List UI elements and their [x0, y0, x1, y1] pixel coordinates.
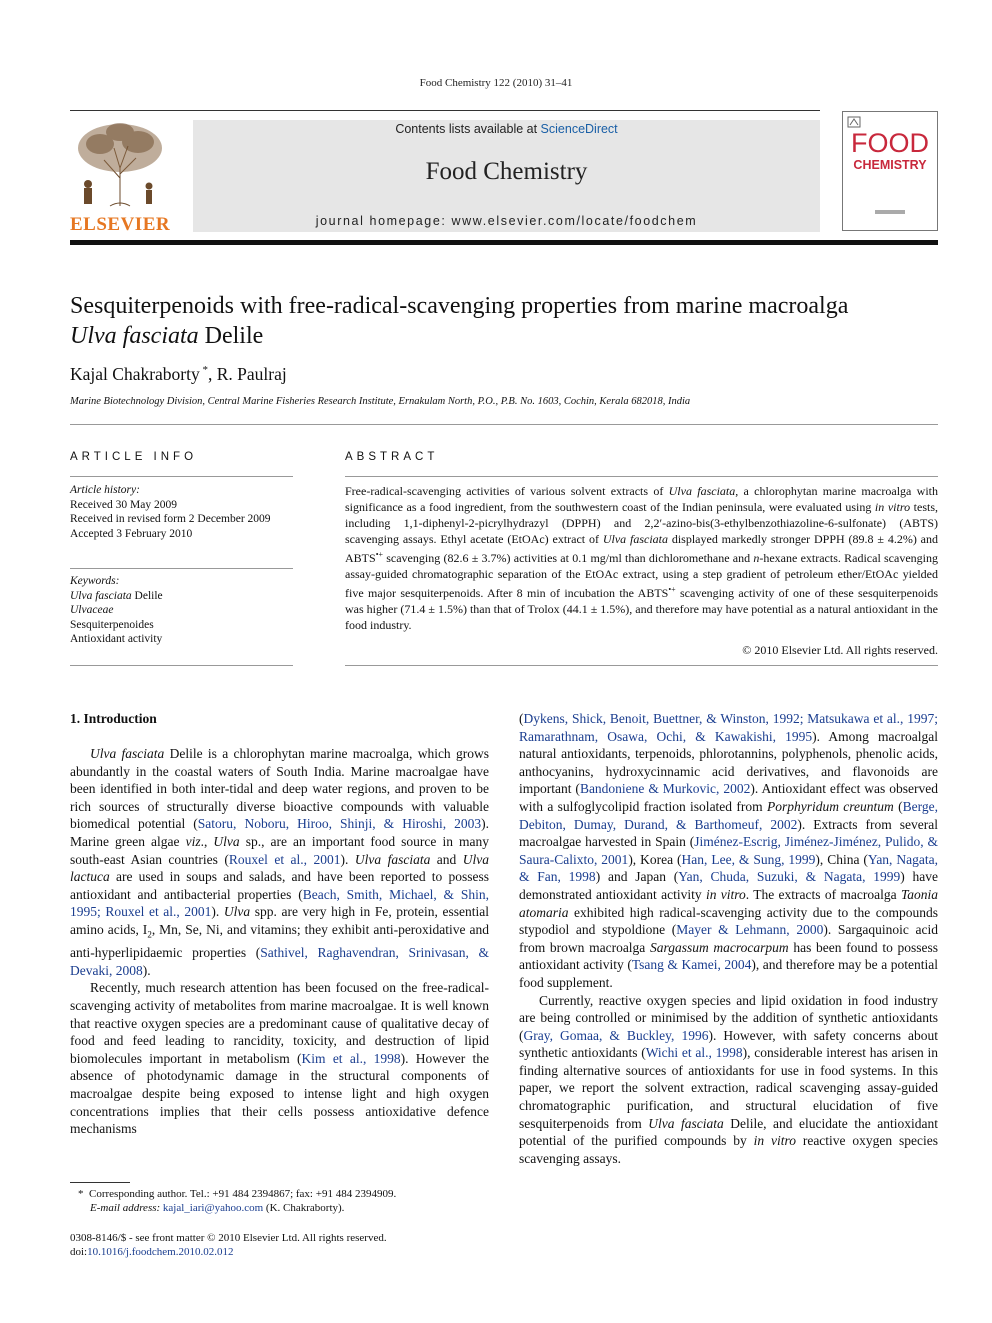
footnote-rule	[70, 1182, 130, 1183]
title-line1: Sesquiterpenoids with free-radical-scavenging properties from marine macroalga	[70, 293, 849, 319]
email-link[interactable]: kajal_iari@yahoo.com	[162, 1202, 264, 1214]
keyword-1-rest: Delile	[131, 589, 163, 602]
info-bottom-rule	[70, 665, 293, 666]
history-label: Article history:	[70, 484, 140, 496]
article-title	[70, 291, 940, 351]
abstract-text: Free-radical-scavenging activities of various solvent extracts of Ulva fasciata, a chlorophytan marine macroalga with significance as a food ingredient, from the southwestern coast of the Indian peninsula, were evaluated using in vitro tests, including 1,1-diphenyl-2-picrylhydrazyl (DPPH) and 2,2′-azino-bis(3-ethylbenzothiazoline-6-sulfonate) (ABTS) scavenging assays. Ethyl acetate (EtOAc) extract of Ulva fasciata displayed markedly stronger DPPH (89.8 ± 4.2%) and ABTS•+ scavenging (82.6 ± 3.7%) activities at 0.1 mg/ml than dichloromethane and n-hexane extracts. Radical scavenging assay-guided chromatographic separation of the EtOAc extract, using a step gradient of petroleum ether/EtOAc yielded five major sesquiterpenoids. After 8 min of incubation the ABTS•+ scavenging activity of one of these sesquiterpenoids was higher (71.4 ± 1.5%) than that of Trolox (44.1 ± 1.5%), and therefore may have potential as a natural antioxidant in the food industry.	[345, 484, 939, 632]
elsevier-wordmark: ELSEVIER	[70, 214, 171, 235]
keyword-2: Ulvaceae	[70, 604, 114, 616]
intro-paragraph-2: Recently, much research attention has been focused on the free-radical-scavenging activity of metabolites from marine macroalgae. It is well known that reactive oxygen species are a predominant cause of qualitative decay of food and feed leading to rancidity, toxicity, and destruction of lipid biomolecules important in metabolism (Kim et al., 1998). However the absence of photodynamic damage in the structural components of macroalgae despite being exposed to intense light and high oxygen concentrations implies that their cells possess antioxidative defence mechanisms	[70, 980, 489, 1137]
journal-reference: Food Chemistry 122 (2010) 31–41	[419, 77, 573, 89]
sciencedirect-link[interactable]: ScienceDirect	[540, 122, 618, 136]
footnote-mark: *	[78, 1188, 84, 1200]
abstract-rule	[345, 476, 938, 477]
article-info-rule	[70, 476, 293, 477]
introduction-heading: 1. Introduction	[70, 711, 157, 726]
issn-line: 0308-8146/$ - see front matter © 2010 Elsevier Ltd. All rights reserved.	[70, 1232, 387, 1244]
intro-right-column	[519, 710, 938, 1167]
keyword-4: Antioxidant activity	[70, 633, 163, 645]
keywords-label: Keywords:	[70, 575, 120, 587]
elsevier-logo[interactable]	[70, 118, 188, 236]
journal-cover[interactable]	[842, 111, 938, 231]
keyword-1-species: Ulva fasciata	[70, 589, 132, 602]
header-rule	[70, 110, 820, 111]
corresponding-footnote	[78, 1187, 498, 1215]
abstract-heading: ABSTRACT	[345, 451, 439, 463]
header-thick-rule	[70, 240, 938, 245]
title-end: Delile	[198, 323, 264, 349]
contents-prefix: Contents lists available at	[395, 122, 541, 136]
journal-banner	[193, 120, 820, 232]
intro-paragraph-2-cont: (Dykens, Shick, Benoit, Buettner, & Winston, 1992; Matsukawa et al., 1997; Ramarathnam, Osawa, Ochi, & Kawakishi, 1995). Among macroalgal natural antioxidants, terpenoids, phlorotannins, polyphenols, phenolic acids, anthocyanins, hydroxycinnamic acid derivatives, and flavonoids are important (Bandoniene & Murkovic, 2002). Antioxidant effect was observed with a sulfoglycolipid fraction isolated from Porphyridum creuntum (Berge, Debiton, Dumay, Durand, & Barthomeuf, 2002). Extracts from several macroalgae harvested in Spain (Jiménez-Escrig, Jiménez-Jiménez, Pulido, & Saura-Calixto, 2001), Korea (Han, Lee, & Sung, 1999), China (Yan, Nagata, & Fan, 1998) and Japan (Yan, Chuda, Suzuki, & Nagata, 1999) have demonstrated antioxidant activity in vitro. The extracts of macroalga Taonia atomaria exhibited high radical-scavenging activity due to the compounds stypodiol and stypoldione (Mayer & Lehmann, 2000). Sargaquinoic acid from brown macroalga Sargassum macrocarpum has been found to possess antioxidant activity (Tsang & Kamei, 2004), and therefore may be a potential food supplement.	[519, 711, 939, 990]
abstract-bottom-rule	[345, 665, 938, 666]
corresponding-contact: Corresponding author. Tel.: +91 484 2394867; fax: +91 484 2394909.	[89, 1188, 397, 1200]
abstract-copyright: © 2010 Elsevier Ltd. All rights reserved.	[742, 643, 938, 657]
keyword-3: Sesquiterpenoides	[70, 618, 154, 631]
cover-publisher-mark	[875, 210, 905, 214]
keywords	[70, 574, 293, 647]
date-revised: Received in revised form 2 December 2009	[70, 513, 271, 525]
email-label: E-mail address:	[90, 1202, 163, 1214]
author-2[interactable]: , R. Paulraj	[208, 364, 287, 384]
author-1[interactable]: Kajal Chakraborty	[70, 364, 200, 384]
doi-link[interactable]: 10.1016/j.foodchem.2010.02.012	[87, 1246, 234, 1258]
intro-paragraph-1: Ulva fasciata Delile is a chlorophytan marine macroalga, which grows abundantly in the coastal waters of South India. Marine macroalgae have been identified in both inter-tidal and deep water regions, and proven to be rich sources of structurally diverse bioactive compounds with valuable biomedical potential (Satoru, Noboru, Hiroo, Shinji, & Hiroshi, 2003). Marine green algae viz., Ulva sp., are an important food source in many south-east Asian countries (Rouxel et al., 2001). Ulva fasciata and Ulva lactuca are used in soups and salads, and have been reported to possess antioxidant and antibacterial properties (Beach, Smith, Michael, & Shin, 1995; Rouxel et al., 2001). Ulva spp. are very high in Fe, protein, essential amino acids, $I_2$, Mn, Se, Ni, and vitamins; they exhibit anti-peroxidative and anti-hyperlipidaemic properties (Sathivel, Raghavendran, Srinivasan, & Devaki, 2008).	[70, 746, 490, 978]
journal-homepage[interactable]: journal homepage: www.elsevier.com/locate/foodchem	[315, 214, 698, 228]
article-info-heading: ARTICLE INFO	[70, 451, 198, 463]
cover-chemistry: CHEMISTRY	[853, 158, 927, 172]
intro-paragraph-3: Currently, reactive oxygen species and lipid oxidation in food industry are being controlled or minimised by the addition of synthetic antioxidants (Gray, Gomaa, & Buckley, 1996). However, with safety concerns about synthetic antioxidants (Wichi et al., 1998), considerable interest has arisen in finding alternative sources of antioxidants for use in food systems. In this paper, we report the solvent extraction, radical scavenging assay-guided chromatographic purification, and structural elucidation of five sesquiterpenoids from Ulva fasciata Delile, and elucidate the antioxidant potential of the purified compounds by in vitro reactive oxygen species scavenging assays.	[519, 992, 938, 1166]
journal-name: Food Chemistry	[425, 158, 588, 185]
cover-emblem-icon	[847, 116, 861, 128]
tree-icon	[70, 118, 170, 210]
keywords-rule	[70, 568, 293, 569]
cover-food: FOOD	[851, 128, 929, 158]
issn-block	[70, 1231, 490, 1259]
intro-left-column	[70, 745, 489, 1138]
cover-title	[843, 130, 937, 172]
author-list	[70, 364, 287, 385]
affiliation: Marine Biotechnology Division, Central Marine Fisheries Research Institute, Ernakulam North, P.O., P.B. No. 1603, Cochin, Kerala 682018, India	[70, 396, 691, 407]
date-received: Received 30 May 2009	[70, 498, 177, 511]
contents-line	[193, 122, 820, 136]
title-species: Ulva fasciata	[70, 323, 199, 349]
email-suffix: (K. Chakraborty).	[263, 1202, 345, 1214]
corresponding-mark[interactable]: *	[199, 364, 208, 377]
date-accepted: Accepted 3 February 2010	[70, 527, 193, 540]
doi-label: doi:	[70, 1246, 88, 1258]
article-history	[70, 483, 293, 541]
affiliation-rule	[70, 424, 938, 425]
